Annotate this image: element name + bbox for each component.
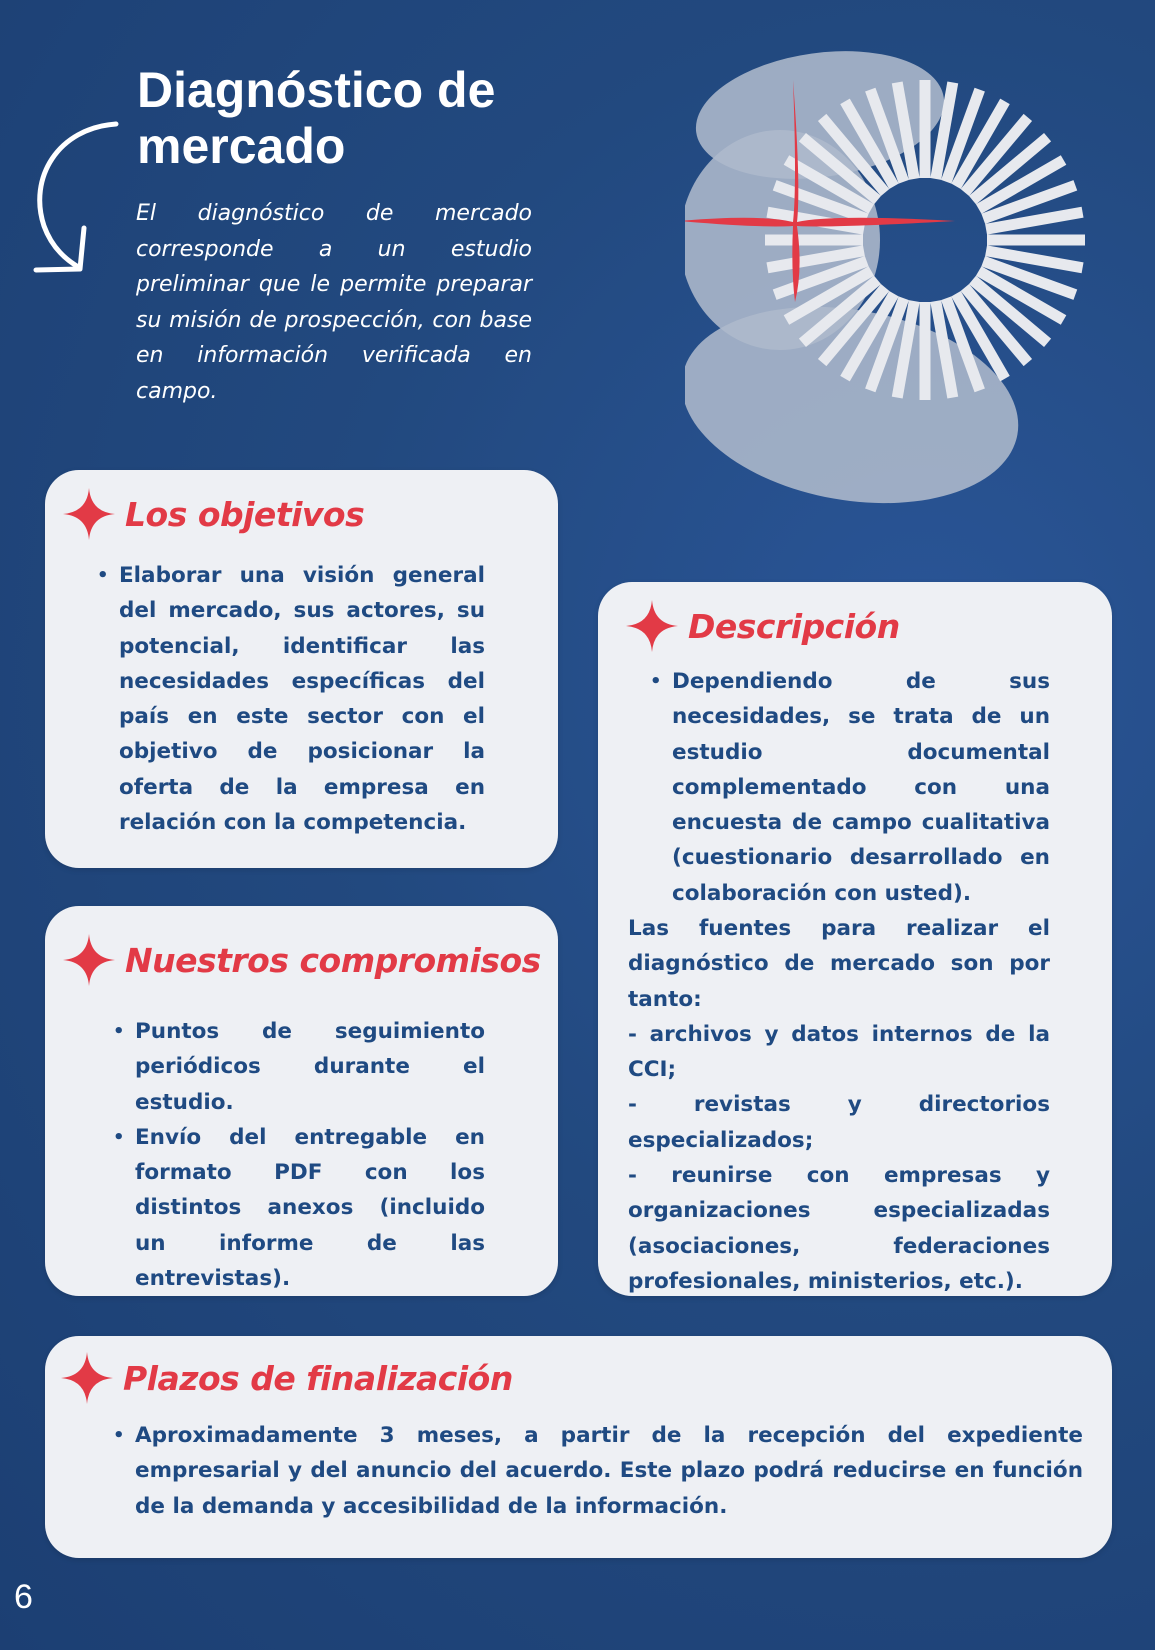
compromisos-card xyxy=(45,906,558,1296)
plazos-list xyxy=(135,1418,1083,1524)
descripcion-card xyxy=(598,582,1112,1296)
list-item: • Aproximadamente 3 meses, a partir de la recepción del expediente empresarial y del anuncio del acuerdo. Este plazo podrá reducirse en función de la demanda y accesibilidad de la información. xyxy=(135,1418,1083,1524)
list-item: • Dependiendo de sus necesidades, se trata de un estudio documental complementado con una encuesta de campo cualitativa (cuestionario desarrollado en colaboración con usted). xyxy=(672,664,1050,911)
plazos-title: Plazos de finalización xyxy=(123,1358,513,1398)
four-point-star-icon xyxy=(61,486,117,542)
sources-intro: Las fuentes para realizar el diagnóstico de mercado son por tanto: xyxy=(628,916,1050,1012)
intro-paragraph: El diagnóstico de mercado corresponde a un estudio preliminar que le permite preparar su misión de prospección, con base en información verificada en campo. xyxy=(136,201,532,404)
source-item: - reunirse con empresas y organizaciones especializadas (asociaciones, federaciones profesionales, ministerios, etc.). xyxy=(628,1163,1050,1294)
descripcion-sources xyxy=(628,911,1050,1299)
compromisos-list xyxy=(135,1014,485,1296)
list-item: • Elaborar una visión general del mercado, sus actores, su potencial, identificar las necesidades específicas del país en este sector con el objetivo de posicionar la oferta de la empresa en relación con la competencia. xyxy=(119,558,485,840)
plazos-card xyxy=(45,1336,1112,1558)
four-point-star-icon xyxy=(61,932,117,988)
curved-arrow-icon xyxy=(28,118,128,288)
starburst-decoration xyxy=(685,40,1115,510)
page-title: Diagnóstico de mercado xyxy=(137,62,496,174)
four-point-star-icon xyxy=(624,598,680,654)
objetivos-list xyxy=(119,558,485,840)
objetivos-title: Los objetivos xyxy=(125,494,365,534)
descripcion-list xyxy=(672,664,1050,911)
objetivos-card xyxy=(45,470,558,868)
four-point-star-icon xyxy=(59,1350,115,1406)
page-number: 6 xyxy=(14,1578,33,1616)
source-item: - revistas y directorios especializados; xyxy=(628,1092,1050,1153)
list-item: • Envío del entregable en formato PDF con los distintos anexos (incluido un informe de las entrevistas). xyxy=(135,1120,485,1296)
descripcion-title: Descripción xyxy=(688,606,900,646)
source-item: - archivos y datos internos de la CCI; xyxy=(628,1021,1050,1083)
compromisos-title: Nuestros compromisos xyxy=(125,940,541,980)
list-item: • Puntos de seguimiento periódicos durante el estudio. xyxy=(135,1014,485,1120)
